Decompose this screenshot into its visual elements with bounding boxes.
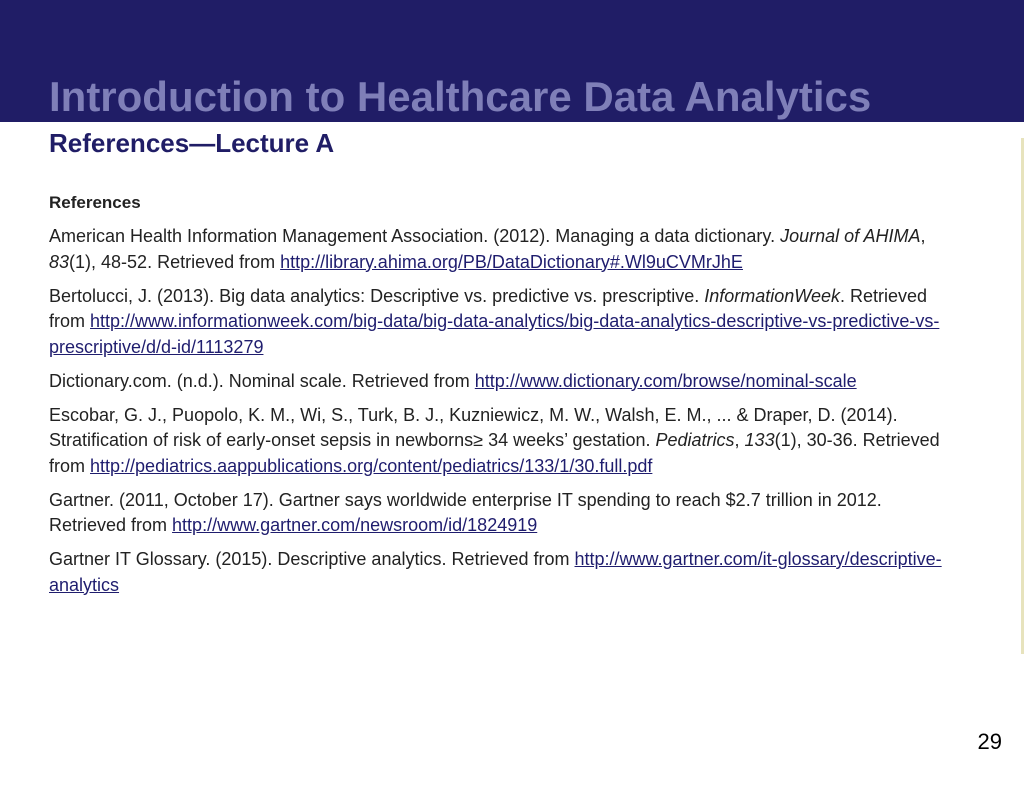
- reference-text: (1), 48-52. Retrieved from: [69, 251, 281, 272]
- reference-text: (1), 30-36. Retrieved from: [49, 430, 940, 476]
- reference-link[interactable]: http://pediatrics.aappublications.org/content/pediatrics/133/1/30.full.pdf: [90, 455, 653, 476]
- slide-title: Introduction to Healthcare Data Analytics: [49, 73, 872, 120]
- references-section: [49, 190, 954, 607]
- reference-text: Escobar, G. J., Puopolo, K. M., Wi, S., Turk, B. J., Kuzniewicz, M. W., Walsh, E. M., ... & Draper, D. (2014). Stratification of risk of early-onset sepsis in newborns≥ 34 weeks’ gestation.: [49, 404, 898, 450]
- reference-link[interactable]: http://www.dictionary.com/browse/nominal-scale: [474, 370, 857, 391]
- journal-name: InformationWeek: [704, 285, 840, 306]
- page-number: 29: [977, 729, 1002, 754]
- reference-item-bertolucci: [49, 284, 954, 361]
- reference-link[interactable]: http://www.gartner.com/newsroom/id/1824919: [172, 515, 538, 535]
- journal-volume: 133: [744, 430, 775, 450]
- reference-item-ahima: [49, 224, 954, 275]
- reference-item-gartner-spending: [49, 488, 954, 539]
- reference-text: . Retrieved from: [49, 285, 928, 331]
- reference-text: American Health Information Management Association. (2012). Managing a data dictionary.: [49, 226, 781, 246]
- slide-subtitle: References—Lecture A: [49, 128, 335, 158]
- reference-link[interactable]: http://library.ahima.org/PB/DataDictionary#.Wl9uCVMrJhE: [280, 251, 743, 272]
- references-heading: References: [49, 193, 141, 212]
- reference-separator: ,: [734, 430, 745, 450]
- reference-link[interactable]: http://www.informationweek.com/big-data/big-data-analytics/big-data-analytics-descriptive-vs-predictive-vs-prescriptive/d/d-id/1113279: [49, 311, 940, 357]
- reference-item-escobar: [49, 403, 954, 480]
- journal-name: Pediatrics: [655, 430, 735, 450]
- reference-text: Gartner. (2011, October 17). Gartner says worldwide enterprise IT spending to reach $2.7 trillion in 2012. Retrieved from: [49, 489, 882, 535]
- reference-item-dictionary: [49, 369, 954, 395]
- reference-text: Dictionary.com. (n.d.). Nominal scale. Retrieved from: [49, 370, 475, 391]
- reference-link[interactable]: http://www.gartner.com/it-glossary/descriptive-analytics: [49, 549, 942, 595]
- reference-separator: ,: [920, 226, 926, 246]
- journal-name: Journal of AHIMA: [780, 226, 921, 246]
- journal-volume: 83: [49, 251, 70, 272]
- reference-item-gartner-glossary: [49, 547, 954, 598]
- reference-text: Bertolucci, J. (2013). Big data analytics: Descriptive vs. predictive vs. prescriptive.: [49, 285, 705, 306]
- reference-text: Gartner IT Glossary. (2015). Descriptive analytics. Retrieved from: [49, 549, 575, 569]
